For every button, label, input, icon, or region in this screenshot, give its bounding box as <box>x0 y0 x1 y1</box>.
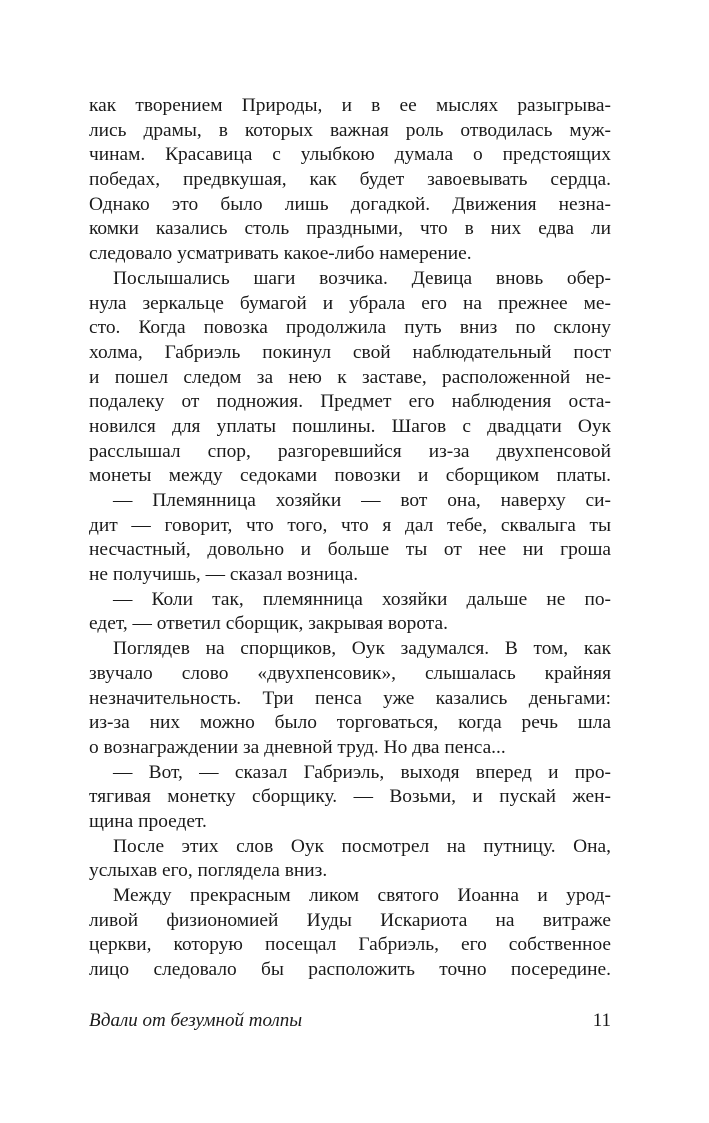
text-line: холма, Габриэль покинул свой наблюдательный пост <box>89 341 611 363</box>
text-line: и пошел следом за нею к заставе, расположенной не- <box>89 366 611 388</box>
text-line: подалеку от подножия. Предмет его наблюдения оста- <box>89 391 611 413</box>
text-line: Между прекрасным ликом святого Иоанна и урод- <box>113 885 611 906</box>
text-line: победах, предвкушая, как будет завоевывать сердца. <box>89 169 611 191</box>
text-line: церкви, которую посещал Габриэль, его собственное <box>89 934 611 956</box>
text-line: из-за них можно было торговаться, когда речь шла <box>89 712 611 734</box>
text-line: звучало слово «двухпенсовик», слышалась крайняя <box>89 662 611 684</box>
text-line: щина проедет. <box>89 810 207 832</box>
text-line: следовало усматривать какое-либо намерение. <box>89 243 472 265</box>
text-line: После этих слов Оук посмотрел на путницу. Она, <box>113 835 611 857</box>
text-line: Однако это было лишь догадкой. Движения незна- <box>89 193 611 215</box>
text-line: ливой физиономией Иуды Искариота на витраже <box>89 909 611 931</box>
text-line: новился для уплаты пошлины. Шагов с двадцати Оук <box>89 415 611 437</box>
text-line: незначительность. Три пенса уже казались деньгами: <box>89 687 611 709</box>
text-line: комки казались столь праздными, что в них едва ли <box>89 218 611 240</box>
text-line: нула зеркальце бумагой и убрала его на прежнее ме- <box>89 292 611 314</box>
text-line: лись драмы, в которых важная роль отводилась муж- <box>89 119 611 141</box>
text-line: дит — говорит, что того, что я дал тебе, сквалыга ты <box>89 514 611 536</box>
text-line: Поглядев на спорщиков, Оук задумался. В том, как <box>113 638 611 660</box>
text-line: — Коли так, племянница хозяйки дальше не по- <box>113 588 611 610</box>
text-line: несчастный, довольно и больше ты от нее ни гроша <box>89 539 611 561</box>
text-line: как творением Природы, и в ее мыслях разыгрыва- <box>89 95 611 116</box>
text-line: Послышались шаги возчика. Девица вновь обер- <box>113 267 611 289</box>
text-line: о вознаграждении за дневной труд. Но два пенса... <box>89 736 506 758</box>
text-line: чинам. Красавица с улыбкою думала о предстоящих <box>89 144 611 166</box>
body-text <box>89 94 611 983</box>
text-line: сто. Когда повозка продолжила путь вниз по склону <box>89 317 611 339</box>
page-number: 11 <box>592 1010 611 1031</box>
text-line: расслышал спор, разгоревшийся из-за двухпенсовой <box>89 440 611 462</box>
text-line: тягивая монетку сборщику. — Возьми, и пускай жен- <box>89 786 611 808</box>
page-footer <box>89 1010 611 1038</box>
text-line: лицо следовало бы расположить точно посередине. <box>89 959 611 981</box>
text-line: не получишь, — сказал возница. <box>89 564 359 586</box>
running-title: Вдали от безумной толпы <box>89 1010 303 1031</box>
text-line: — Племянница хозяйки — вот она, наверху си- <box>113 490 611 511</box>
text-line: услыхав его, поглядела вниз. <box>89 860 328 882</box>
text-line: едет, — ответил сборщик, закрывая ворота. <box>89 613 448 635</box>
text-line: — Вот, — сказал Габриэль, выходя вперед и про- <box>113 761 611 783</box>
text-line: монеты между седоками повозки и сборщиком платы. <box>89 465 611 487</box>
